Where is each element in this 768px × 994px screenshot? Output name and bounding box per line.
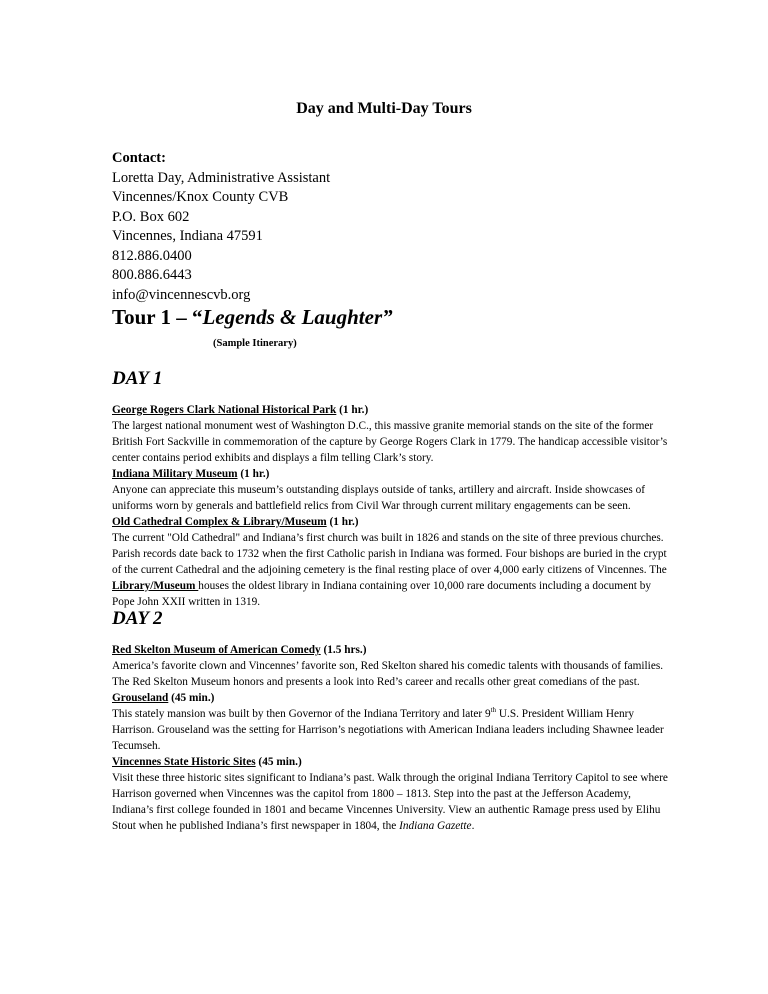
description-text: This stately mansion was built by then Governor of the Indiana Territory and later 9 xyxy=(112,708,491,720)
tour-name: Legends & Laughter xyxy=(202,305,383,329)
description-text-after: U.S. President William Henry Harrison. Grouseland was the setting for Harrison’s negotiations with American Indiana leaders including Shawnee leader Tecumseh. xyxy=(112,708,664,752)
attraction-duration: (45 min.) xyxy=(255,756,302,768)
contact-org: Vincennes/Knox County CVB xyxy=(112,189,289,205)
tour-prefix: Tour 1 – “ xyxy=(112,305,203,329)
attraction-duration: (1 hr.) xyxy=(237,468,270,480)
attraction-duration: (45 min.) xyxy=(168,692,215,704)
day-1-section xyxy=(112,402,668,610)
page-title: Day and Multi-Day Tours xyxy=(296,100,472,117)
attraction-name: Old Cathedral Complex & Library/Museum xyxy=(112,516,327,528)
attraction-heading xyxy=(112,754,668,770)
attraction-duration: (1 hr.) xyxy=(326,516,359,528)
description-end: . xyxy=(471,820,475,832)
contact-label: Contact: xyxy=(112,150,166,166)
contact-phone-1: 812.886.0400 xyxy=(112,247,192,264)
attraction-heading xyxy=(112,642,668,658)
tour-suffix: ” xyxy=(382,305,393,329)
attraction-heading xyxy=(112,402,668,418)
sample-itinerary-note: (Sample Itinerary) xyxy=(213,338,297,349)
attraction-description: Anyone can appreciate this museum’s outstanding displays outside of tanks, artillery and aircraft. Inside showcases of uniforms worn by generals and battlefield relics from Civil War through current military engagements can be seen. xyxy=(112,484,646,512)
contact-block xyxy=(112,149,330,305)
attraction-description: The largest national monument west of Washington D.C., this massive granite memorial stands on the site of the former British Fort Sackville in commemoration of the capture by George Rogers Clark in 1779. The handicap accessible visitor’s center contains period exhibits and displays a film telling Clark’s story. xyxy=(112,420,668,464)
day-2-section xyxy=(112,642,668,834)
attraction-description xyxy=(112,706,668,754)
contact-po-box: P.O. Box 602 xyxy=(112,208,190,225)
attraction-name: Indiana Military Museum xyxy=(112,468,238,480)
attraction-duration: (1 hr.) xyxy=(336,404,369,416)
description-text: Visit these three historic sites significant to Indiana’s past. Walk through the original Indiana Territory Capitol to see where Harrison governed when Vincennes was the capitol from 1800 – 1813. Step into the past at the Jefferson Academy, Indiana’s first college founded in 1801 and became Vincennes University. View an authentic Ramage press used by Elihu Stout when he published Indiana’s first newspaper in 1804, the xyxy=(112,772,668,832)
contact-name: Loretta Day, Administrative Assistant xyxy=(112,169,331,186)
attraction-name: Vincennes State Historic Sites xyxy=(112,756,256,768)
attraction-description: America’s favorite clown and Vincennes’ favorite son, Red Skelton shared his comedic talents with thousands of families. The Red Skelton Museum honors and presents a look into Red’s career and recalls other great comedians of the past. xyxy=(112,660,664,688)
contact-email: info@vincennescvb.org xyxy=(112,286,251,303)
contact-phone-2: 800.886.6443 xyxy=(112,267,192,283)
tour-heading xyxy=(112,305,393,330)
attraction-duration: (1.5 hrs.) xyxy=(320,644,367,656)
attraction-name: Red Skelton Museum of American Comedy xyxy=(112,644,321,656)
description-text-after: houses the oldest library in Indiana containing over 10,000 rare documents including a document by Pope John XXII written in 1319. xyxy=(112,580,651,608)
attraction-heading xyxy=(112,514,668,530)
attraction-description xyxy=(112,770,668,834)
day-1-heading: DAY 1 xyxy=(112,368,163,389)
ordinal-superscript: th xyxy=(490,706,497,715)
attraction-heading xyxy=(112,690,668,706)
attraction-description xyxy=(112,530,668,610)
attraction-heading xyxy=(112,466,668,482)
library-museum-link: Library/Museum xyxy=(112,580,199,592)
attraction-name: George Rogers Clark National Historical Park xyxy=(112,404,337,416)
newspaper-title: Indiana Gazette xyxy=(399,820,472,832)
contact-city: Vincennes, Indiana 47591 xyxy=(112,228,263,244)
description-text: The current "Old Cathedral" and Indiana’s first church was built in 1826 and stands on the site of three previous churches. Parish records date back to 1732 when the first Catholic parish in Indiana was formed. Four bishops are buried in the crypt of the current Cathedral and the adjoining cemetery is the final resting place of over 4,000 early citizens of Vincennes. The xyxy=(112,532,667,576)
attraction-name: Grouseland xyxy=(112,692,169,704)
day-2-heading: DAY 2 xyxy=(112,608,163,629)
